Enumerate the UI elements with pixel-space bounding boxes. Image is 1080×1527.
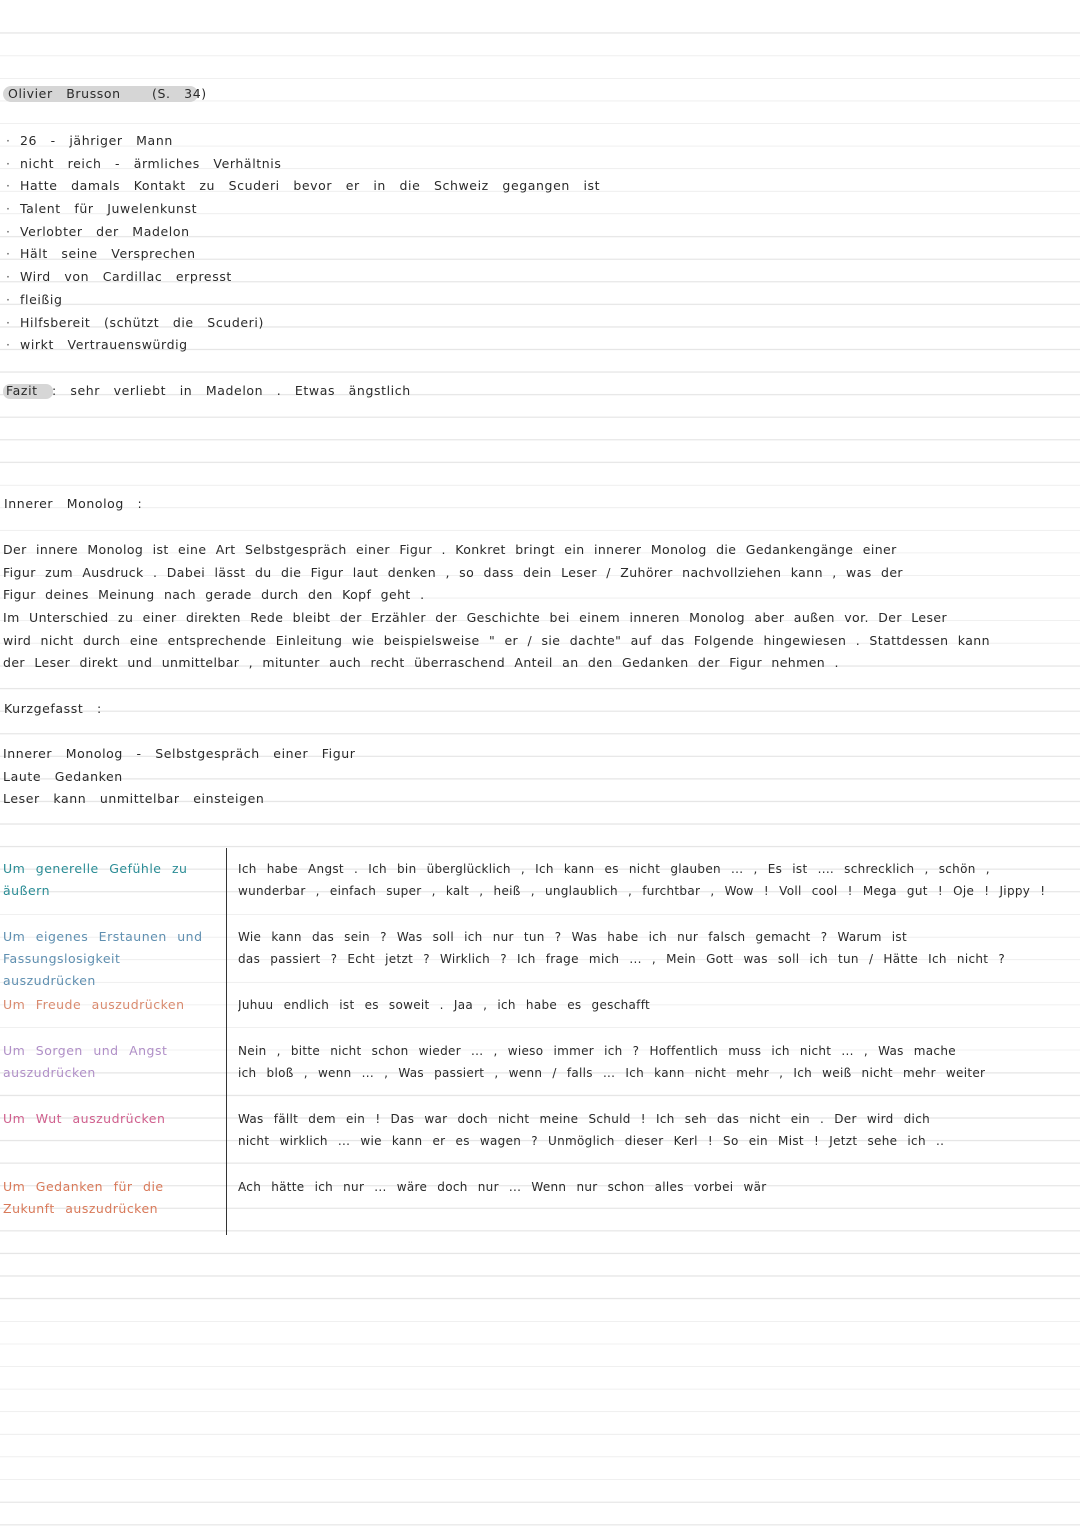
- examples-joy: [238, 994, 1076, 1016]
- bullet-icon: ·: [6, 133, 11, 148]
- paragraph-line: Figur zum Ausdruck . Dabei lässt du die Figur laut denken , so dass dein Leser / Zuhörer nachvollziehen kann , was der: [3, 564, 903, 580]
- monolog-heading: Innerer Monolog :: [4, 496, 143, 511]
- summary-line: Leser kann unmittelbar einsteigen: [3, 791, 265, 807]
- trait-list: [6, 133, 600, 360]
- page-reference: (S. 34): [152, 86, 207, 101]
- bullet-icon: ·: [6, 201, 11, 217]
- paragraph-line: wird nicht durch eine entsprechende Einleitung wie beispielsweise " er / sie dachte" auf das Folgende hingewiesen . Stattdessen kann: [3, 632, 990, 648]
- examples-worry: [238, 1040, 1076, 1084]
- example-line: wunderbar , einfach super , kalt , heiß , unglaublich , furchtbar , Wow ! Voll cool ! Mega gut ! Oje ! Jippy !: [238, 884, 1046, 898]
- example-line: Was fällt dem ein ! Das war doch nicht meine Schuld ! Ich seh das nicht ein . Der wird dich: [238, 1112, 930, 1126]
- example-line: das passiert ? Echt jetzt ? Wirklich ? Ich frage mich ... , Mein Gott was soll ich tun / Hätte Ich nicht ?: [238, 952, 1006, 966]
- category-feelings: Um generelle Gefühle zu äußern: [3, 861, 188, 898]
- list-item: · Hilfsbereit (schützt die Scuderi): [6, 314, 264, 330]
- list-item: · wirkt Vertrauenswürdig: [6, 337, 188, 353]
- list-item: · nicht reich - ärmliches Verhältnis: [6, 155, 282, 171]
- bullet-icon: ·: [6, 246, 11, 262]
- examples-future: [238, 1176, 1076, 1198]
- paragraph-line: Im Unterschied zu einer direkten Rede bleibt der Erzähler der Geschichte bei einem inneren Monolog aber außen vor. Der Leser: [3, 610, 948, 626]
- bullet-icon: ·: [6, 223, 11, 239]
- category-anger: Um Wut auszudrücken: [3, 1111, 166, 1126]
- examples-feelings: [238, 858, 1076, 902]
- fazit-text: : sehr verliebt in Madelon . Etwas ängstlich: [52, 383, 411, 398]
- list-item: · Verlobter der Madelon: [6, 223, 190, 239]
- bullet-icon: ·: [6, 269, 11, 285]
- bullet-icon: ·: [6, 337, 11, 353]
- table-divider: [226, 848, 227, 1235]
- category-astonishment: Um eigenes Erstaunen und Fassungslosigkeit auszudrücken: [3, 929, 203, 988]
- summary-heading: Kurzgefasst :: [4, 701, 102, 716]
- category-worry: Um Sorgen und Angst auszudrücken: [3, 1043, 168, 1080]
- example-line: Ach hätte ich nur ... wäre doch nur ... Wenn nur schon alles vorbei wär: [238, 1180, 767, 1194]
- example-line: nicht wirklich ... wie kann er es wagen ? Unmöglich dieser Kerl ! So ein Mist ! Jetzt sehe ich ..: [238, 1134, 945, 1148]
- list-item: · Wird von Cardillac erpresst: [6, 269, 232, 285]
- list-item: · Hatte damals Kontakt zu Scuderi bevor er in die Schweiz gegangen ist: [6, 178, 601, 194]
- summary-line: Laute Gedanken: [3, 768, 123, 784]
- character-name: Olivier Brusson: [8, 86, 121, 101]
- example-line: Wie kann das sein ? Was soll ich nur tun ? Was habe ich nur falsch gemacht ? Warum ist: [238, 930, 907, 944]
- list-item: · Talent für Juwelenkunst: [6, 201, 198, 217]
- examples-anger: [238, 1108, 1076, 1152]
- example-line: Nein , bitte nicht schon wieder ... , wieso immer ich ? Hoffentlich muss ich nicht ... , Was mache: [238, 1044, 956, 1058]
- example-line: ich bloß , wenn ... , Was passiert , wenn / falls ... Ich kann nicht mehr , Ich weiß nicht mehr weiter: [238, 1066, 986, 1080]
- summary-line: Innerer Monolog - Selbstgespräch einer Figur: [3, 746, 356, 761]
- paragraph-line: Der innere Monolog ist eine Art Selbstgespräch einer Figur . Konkret bringt ein innerer Monolog die Gedankengänge einer: [3, 542, 897, 557]
- paragraph-line: der Leser direkt und unmittelbar , mitunter auch recht überraschend Anteil an den Gedanken der Figur nehmen .: [3, 655, 839, 671]
- summary-list: [3, 746, 356, 814]
- list-item: · Hält seine Versprechen: [6, 246, 196, 262]
- examples-astonishment: [238, 926, 1076, 970]
- category-joy: Um Freude auszudrücken: [3, 997, 185, 1012]
- bullet-icon: ·: [6, 291, 11, 307]
- list-item: · 26 - jähriger Mann: [6, 133, 173, 148]
- category-future: Um Gedanken für die Zukunft auszudrücken: [3, 1179, 164, 1216]
- definition-paragraph: [3, 542, 1078, 678]
- list-item: · fleißig: [6, 291, 63, 307]
- fazit-label: Fazit: [6, 383, 38, 398]
- example-line: Ich habe Angst . Ich bin überglücklich , Ich kann es nicht glauben ... , Es ist .... schrecklich , schön ,: [238, 862, 990, 876]
- bullet-icon: ·: [6, 314, 11, 330]
- bullet-icon: ·: [6, 155, 11, 171]
- example-line: Juhuu endlich ist es soweit . Jaa , ich habe es geschafft: [238, 998, 651, 1012]
- paragraph-line: Figur deines Meinung nach gerade durch den Kopf geht .: [3, 587, 425, 603]
- bullet-icon: ·: [6, 178, 11, 194]
